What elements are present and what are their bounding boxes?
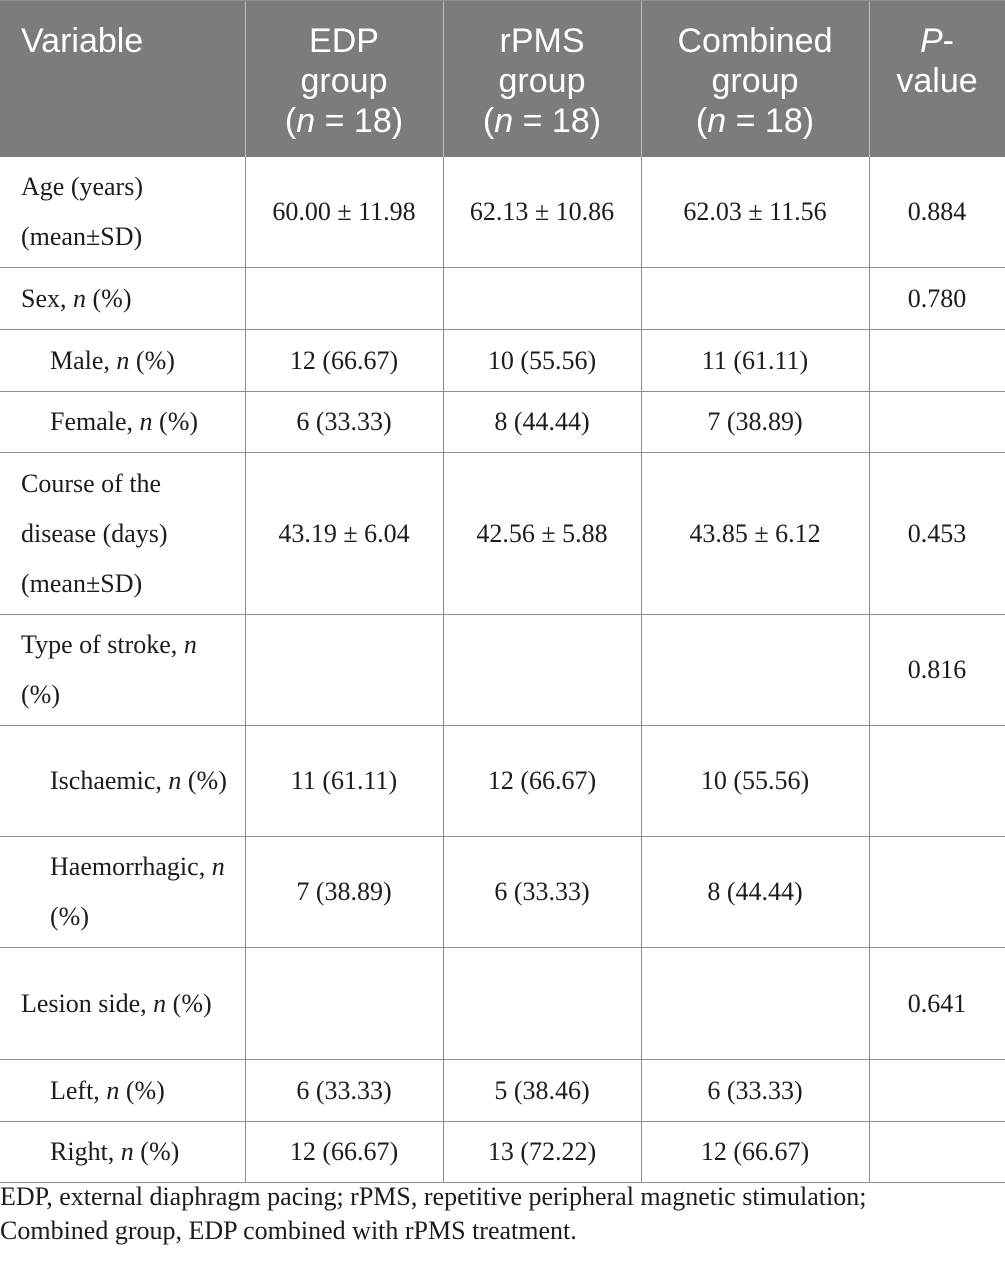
table-row: [0, 837, 1005, 948]
cell-rpms: [443, 615, 641, 726]
cell-edp: 12 (66.67): [245, 330, 443, 392]
cell-p-value: [869, 726, 1005, 837]
table-header-row: [0, 1, 1005, 157]
cell-combined: 62.03 ± 11.56: [641, 157, 869, 268]
row-label: Sex, n (%): [0, 268, 245, 330]
row-label: Course of the disease (days) (mean±SD): [0, 453, 245, 615]
cell-combined: [641, 948, 869, 1060]
cell-p-value: 0.816: [869, 615, 1005, 726]
header-p-value: P- value: [869, 1, 1005, 157]
cell-combined: 7 (38.89): [641, 392, 869, 453]
table-row: [0, 1122, 1005, 1183]
table-row: [0, 157, 1005, 268]
table-row: [0, 392, 1005, 453]
cell-edp: [245, 615, 443, 726]
footnote-line-2: Combined group, EDP combined with rPMS treatment.: [0, 1216, 577, 1245]
cell-rpms: [443, 948, 641, 1060]
row-label: Ischaemic, n (%): [0, 726, 245, 837]
cell-combined: 43.85 ± 6.12: [641, 453, 869, 615]
cell-rpms: 8 (44.44): [443, 392, 641, 453]
header-edp-group: EDP group (n = 18): [245, 1, 443, 157]
cell-combined: 6 (33.33): [641, 1060, 869, 1122]
cell-combined: 10 (55.56): [641, 726, 869, 837]
cell-p-value: 0.641: [869, 948, 1005, 1060]
header-variable: Variable: [0, 1, 245, 157]
header-rpms-group: rPMS group (n = 18): [443, 1, 641, 157]
cell-rpms: 10 (55.56): [443, 330, 641, 392]
header-combined-group: Combined group (n = 18): [641, 1, 869, 157]
row-label: Haemorrhagic, n (%): [0, 837, 245, 948]
row-label: Age (years) (mean±SD): [21, 171, 143, 251]
cell-edp: [245, 268, 443, 330]
cell-edp: 6 (33.33): [245, 392, 443, 453]
cell-edp: 60.00 ± 11.98: [245, 157, 443, 268]
row-label: Left, n (%): [0, 1060, 245, 1122]
cell-p-value: [869, 1122, 1005, 1183]
cell-combined: 11 (61.11): [641, 330, 869, 392]
cell-combined: [641, 268, 869, 330]
cell-rpms: 13 (72.22): [443, 1122, 641, 1183]
table-row: [0, 1060, 1005, 1122]
table-row: [0, 726, 1005, 837]
table-footnote: [0, 1180, 1005, 1248]
cell-rpms: 42.56 ± 5.88: [443, 453, 641, 615]
row-label: Female, n (%): [0, 392, 245, 453]
cell-combined: 8 (44.44): [641, 837, 869, 948]
cell-rpms: 5 (38.46): [443, 1060, 641, 1122]
table-row: [0, 330, 1005, 392]
footnote-line-1: EDP, external diaphragm pacing; rPMS, repetitive peripheral magnetic stimulation;: [0, 1182, 867, 1211]
table-row: [0, 268, 1005, 330]
cell-p-value: [869, 1060, 1005, 1122]
cell-combined: 12 (66.67): [641, 1122, 869, 1183]
table-row: [0, 615, 1005, 726]
cell-p-value: 0.453: [869, 453, 1005, 615]
cell-combined: [641, 615, 869, 726]
cell-edp: 12 (66.67): [245, 1122, 443, 1183]
cell-rpms: 12 (66.67): [443, 726, 641, 837]
cell-edp: 7 (38.89): [245, 837, 443, 948]
cell-edp: [245, 948, 443, 1060]
row-label: Male, n (%): [0, 330, 245, 392]
cell-rpms: 62.13 ± 10.86: [443, 157, 641, 268]
row-label: Lesion side, n (%): [0, 948, 245, 1060]
cell-p-value: 0.884: [869, 157, 1005, 268]
cell-edp: 6 (33.33): [245, 1060, 443, 1122]
row-label: Type of stroke, n (%): [0, 615, 245, 726]
cell-rpms: 6 (33.33): [443, 837, 641, 948]
table-row: [0, 453, 1005, 615]
cell-rpms: [443, 268, 641, 330]
table-row: [0, 948, 1005, 1060]
cell-p-value: [869, 392, 1005, 453]
cell-p-value: [869, 837, 1005, 948]
cell-p-value: 0.780: [869, 268, 1005, 330]
cell-p-value: [869, 330, 1005, 392]
cell-edp: 11 (61.11): [245, 726, 443, 837]
cell-edp: 43.19 ± 6.04: [245, 453, 443, 615]
row-label: Right, n (%): [0, 1122, 245, 1183]
